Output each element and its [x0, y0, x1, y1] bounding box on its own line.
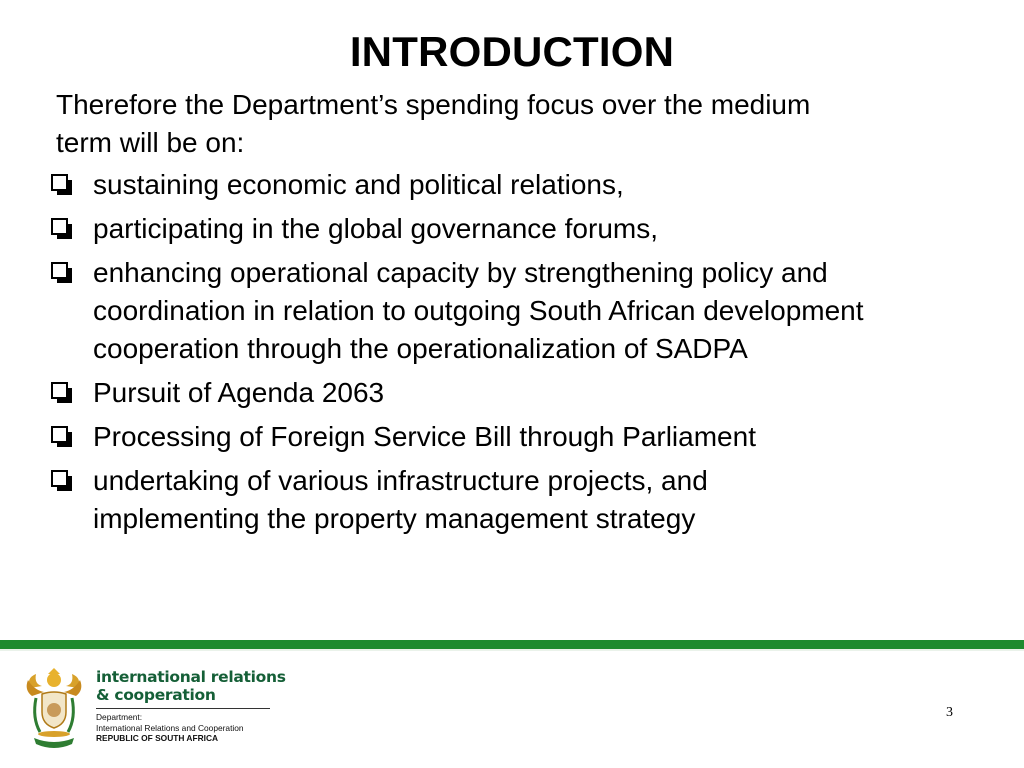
bullet-item [50, 462, 980, 538]
bullet-text: Pursuit of Agenda 2063 [93, 377, 385, 408]
bullet-item [50, 418, 980, 456]
department-logo [22, 668, 292, 752]
country-name: REPUBLIC OF SOUTH AFRICA [96, 733, 219, 743]
slide-title: INTRODUCTION [349, 28, 675, 75]
intro-paragraph [56, 86, 956, 162]
bullet-text: coordination in relation to outgoing South African development [93, 295, 864, 326]
checkbox-bullet-icon [51, 426, 73, 448]
footer-divider [0, 640, 1024, 649]
page-number: 3 [946, 705, 953, 720]
bullet-item [50, 166, 980, 204]
bullet-text: enhancing operational capacity by strengthening policy and [93, 257, 828, 288]
checkbox-bullet-icon [51, 218, 73, 240]
bullet-item [50, 374, 980, 412]
bullet-text: sustaining economic and political relations, [93, 169, 624, 200]
checkbox-bullet-icon [51, 470, 73, 492]
brand-line: & cooperation [96, 686, 216, 704]
checkbox-bullet-icon [51, 262, 73, 284]
bullet-item [50, 210, 980, 248]
bullet-text: undertaking of various infrastructure projects, and [93, 465, 708, 496]
checkbox-bullet-icon [51, 174, 73, 196]
checkbox-bullet-icon [51, 382, 73, 404]
bullet-item [50, 254, 980, 368]
department-name: International Relations and Cooperation [96, 722, 244, 733]
department-label: Department: [96, 712, 143, 722]
intro-line: term will be on: [56, 127, 245, 158]
bullet-text: participating in the global governance forums, [93, 213, 659, 244]
brand-line: international relations [96, 668, 286, 686]
intro-line: Therefore the Department’s spending focus over the medium [56, 89, 811, 120]
department-brand-block [96, 668, 296, 744]
bullet-text: implementing the property management strategy [93, 503, 696, 534]
bullet-text: Processing of Foreign Service Bill through Parliament [93, 421, 756, 452]
coat-of-arms-icon [22, 668, 86, 752]
brand-divider [96, 708, 270, 709]
bullet-list [50, 166, 980, 544]
footer-divider-shadow [0, 649, 1024, 651]
bullet-text: cooperation through the operationalization of SADPA [93, 333, 748, 364]
